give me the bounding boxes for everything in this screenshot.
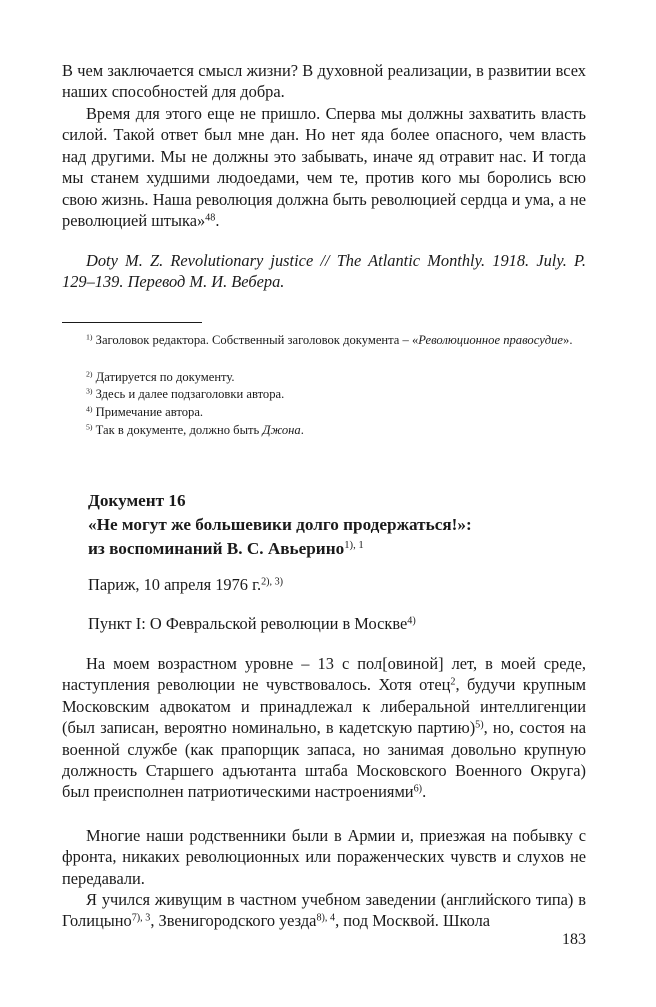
document-title-line-2 bbox=[88, 537, 588, 561]
footnote-5-italic: Джона bbox=[262, 423, 301, 437]
footnote-1-end: ». bbox=[563, 333, 573, 347]
footnote-4 bbox=[62, 404, 586, 420]
body-p1-b: , будучи крупным Московским адвокатом и принадлежал к либеральной интеллигенции (был записан, вероятно номинально, в кадетскую партию) bbox=[62, 675, 586, 738]
footnote-5 bbox=[62, 422, 586, 438]
document-number: Документ 16 bbox=[88, 491, 186, 510]
footnote-3 bbox=[62, 386, 586, 402]
document-title-text: из воспоминаний В. С. Авьерино bbox=[88, 539, 345, 558]
body-p1-a: На моем возрастном уровне – 13 с пол[овиной] лет, в моей среде, наступления революции не чувствовалось. Хотя отец bbox=[62, 654, 586, 695]
page-number: 183 bbox=[562, 931, 586, 948]
footnote-3-text: Здесь и далее подзаголовки автора. bbox=[95, 387, 285, 401]
document-title-note: 1), 1 bbox=[344, 540, 364, 552]
footnote-3-mark: 3) bbox=[86, 386, 93, 396]
paragraph-intro-question: В чем заключается смысл жизни? В духовной реализации, в развитии всех наших способностей для добра. bbox=[62, 61, 586, 102]
footnote-2-mark: 2) bbox=[86, 369, 93, 379]
footnote-1 bbox=[62, 332, 586, 348]
body-paragraph-3 bbox=[62, 889, 586, 932]
footnote-5-end: . bbox=[300, 423, 304, 437]
footnote-2-text: Датируется по документу. bbox=[95, 370, 235, 384]
footnote-ref-48: 48 bbox=[205, 212, 216, 224]
footnote-2 bbox=[62, 369, 586, 385]
body-p3-a: Я учился живущим в частном учебном заведении (английского типа) в Голицыно bbox=[62, 890, 586, 931]
footnote-4-mark: 4) bbox=[86, 404, 93, 414]
footnote-5-mark: 5) bbox=[86, 422, 93, 432]
footnote-1-text: Заголовок редактора. Собственный заголовок документа – « bbox=[95, 333, 419, 347]
section-heading-note: 4) bbox=[407, 615, 416, 627]
body-paragraph-2: Многие наши родственники были в Армии и, приезжая на побывку с фронта, никаких революционных или пораженческих чувств и слухов не передавали. bbox=[62, 826, 586, 888]
section-heading-text: Пункт I: О Февральской революции в Москве bbox=[88, 614, 408, 633]
body-p1-d: . bbox=[422, 782, 427, 802]
body-p1-note-2: 5) bbox=[475, 719, 484, 731]
body-p1-note-3: 6) bbox=[413, 783, 423, 795]
footnote-1-mark: 1) bbox=[86, 332, 93, 342]
footnote-4-text: Примечание автора. bbox=[95, 405, 204, 419]
paragraph-revolution-quote bbox=[62, 103, 586, 231]
place-date bbox=[88, 574, 283, 595]
document-title-line-1: «Не могут же большевики долго продержаться!»: bbox=[88, 515, 472, 534]
body-p1-note-1: 2 bbox=[450, 676, 456, 688]
quote-text: Время для этого еще не пришло. Сперва мы должны захватить власть силой. Такой ответ был мне дан. Но нет яда более опасного, чем власть над другими. Мы не должны это забывать, иначе яд отравит нас. И тогда мы станем худшими людоедами, чем те, против кого мы боролись всю свою жизнь. Наша революция должна быть революцией сердца и ума, а не революцией штыка» bbox=[62, 104, 586, 231]
body-p3-note-1: 7), 3 bbox=[131, 912, 151, 924]
footnote-5-text: Так в документе, должно быть bbox=[95, 423, 263, 437]
body-p3-b: , Звенигородского уезда bbox=[150, 911, 317, 931]
footnote-1-italic: Революционное правосудие bbox=[418, 333, 564, 347]
source-citation: Doty M. Z. Revolutionary justice // The Atlantic Monthly. 1918. July. P. 129–139. Перевод М. И. Вебера. bbox=[62, 251, 586, 292]
place-date-text: Париж, 10 апреля 1976 г. bbox=[88, 575, 262, 594]
body-p1-c: , но, состоя на военной службе (как прапорщик запаса, но занимая довольно крупную должность Старшего адъютанта штаба Московского Военного Округа) был преисполнен патриотическими настроениями bbox=[62, 718, 586, 802]
section-heading bbox=[88, 613, 416, 634]
place-date-note: 2), 3) bbox=[261, 576, 284, 588]
body-p3-note-2: 8), 4 bbox=[316, 912, 336, 924]
body-paragraph-1 bbox=[62, 653, 586, 803]
quote-end: . bbox=[215, 211, 220, 231]
footnote-divider bbox=[62, 322, 202, 323]
body-p3-c: , под Москвой. Школа bbox=[335, 911, 491, 931]
